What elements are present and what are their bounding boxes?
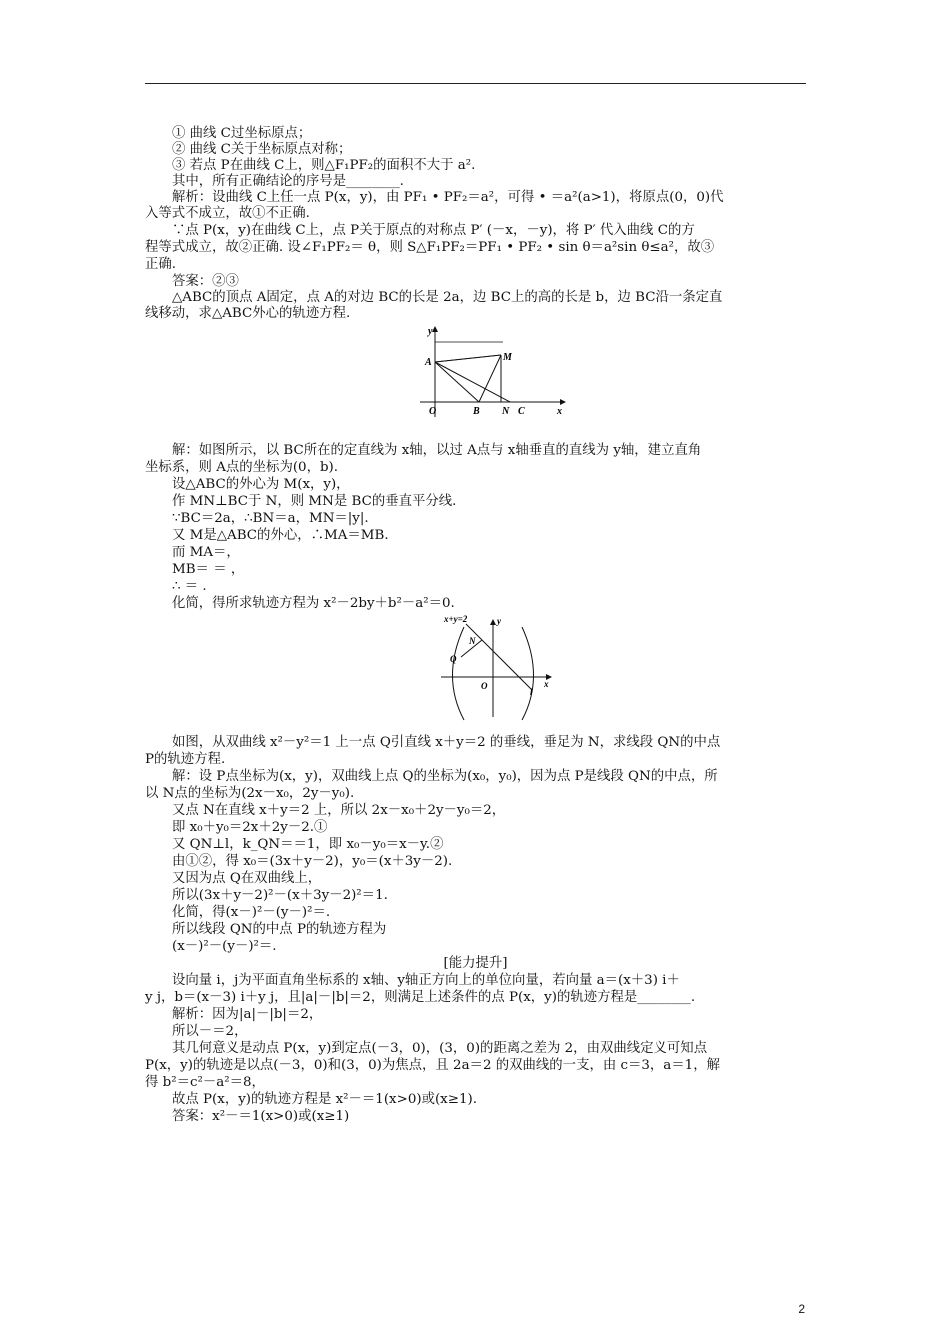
text-line: 作 MN⊥BC于 N，则 MN是 BC的垂直平分线. [172, 494, 457, 509]
text-line: 又 M是△ABC的外心，∴MA＝MB. [172, 528, 389, 543]
text-line: ∵BC＝2a，∴BN＝a，MN＝|y|. [172, 511, 369, 526]
fig2-label: y [497, 616, 501, 626]
text-line: 又点 N在直线 x＋y＝2 上，所以 2x－x₀＋2y－y₀＝2， [172, 803, 506, 818]
text-line: 解：如图所示，以 BC所在的定直线为 x轴，以过 A点与 x轴垂直的直线为 y轴，建立直角 [172, 443, 702, 458]
hyperbola-figure [436, 612, 556, 722]
text-line: ∴ ＝ . [172, 579, 207, 594]
page-number: 2 [798, 1302, 805, 1316]
text-line: 所以－＝2， [172, 1024, 248, 1039]
text-line: 故点 P(x，y)的轨迹方程是 x²－＝1(x>0)或(x≥1). [172, 1092, 477, 1107]
text-line: 所以(3x＋y－2)²－(x＋3y－2)²＝1. [172, 888, 388, 903]
fig1-label: O [429, 406, 437, 417]
text-line: ③ 若点 P在曲线 C上，则△F₁PF₂的面积不大于 a². [172, 158, 476, 173]
text-line: 化简，得所求轨迹方程为 x²－2by＋b²－a²＝0. [172, 596, 455, 611]
fig2-label: x+y=2 [444, 614, 468, 624]
text-line: 答案：②③ [172, 274, 239, 289]
text-line: 即 x₀＋y₀＝2x＋2y－2.① [172, 820, 328, 835]
text-line: 正确. [145, 257, 177, 272]
text-line: 而 MA＝， [172, 545, 240, 560]
triangle-figure [415, 322, 575, 422]
text-line: (x－)²－(y－)²＝. [172, 939, 277, 954]
text-line: 线移动，求△ABC外心的轨迹方程. [145, 306, 351, 321]
text-line: 答案：x²－＝1(x>0)或(x≥1) [172, 1109, 350, 1124]
fig2-label: N [469, 636, 476, 646]
text-line: 解：设 P点坐标为(x，y)，双曲线上点 Q的坐标为(x₀，y₀)，因为点 P是线段 QN的中点，所 [172, 769, 718, 784]
text-line: 所以线段 QN的中点 P的轨迹方程为 [172, 922, 387, 937]
fig1-label: x [557, 406, 562, 417]
text-line: 化简，得(x－)²－(y－)²＝. [172, 905, 331, 920]
text-line: ① 曲线 C过坐标原点； [172, 126, 312, 141]
fig2-label: Q [450, 654, 457, 664]
text-line: 又 QN⊥l，k_QN＝＝1，即 x₀－y₀＝x－y.② [172, 837, 444, 852]
text-line: 程等式成立，故②正确. 设∠F₁PF₂＝ θ，则 S△F₁PF₂＝PF₁ • PF₂ • sin θ＝a²sin θ≤a²，故③ [145, 240, 715, 255]
text-line: 坐标系，则 A点的坐标为(0，b). [145, 460, 339, 475]
text-line: P(x，y)的轨迹是以点(－3，0)和(3，0)为焦点，且 2a＝2 的双曲线的一支，由 c＝3，a＝1，解 [145, 1058, 720, 1073]
fig1-label: B [473, 406, 480, 417]
text-line: MB＝ ＝ ， [172, 562, 245, 577]
text-line: y j，b＝(x－3) i＋y j，且|a|－|b|＝2，则满足上述条件的点 P(x，y)的轨迹方程是________. [145, 990, 696, 1005]
fig1-label: A [425, 357, 432, 368]
section-heading: [能力提升] [443, 956, 508, 971]
text-line: 其几何意义是动点 P(x，y)到定点(－3，0)，(3，0)的距离之差为 2，由双曲线定义可知点 [172, 1041, 708, 1056]
fig1-label: y [428, 326, 433, 337]
fig2-label: x [544, 679, 549, 689]
fig2-label: O [481, 681, 488, 691]
text-line: 设△ABC的外心为 M(x，y)， [172, 477, 350, 492]
text-line: 入等式不成立，故①不正确. [145, 206, 310, 221]
text-line: 其中，所有正确结论的序号是________. [172, 174, 404, 189]
text-line: 解析：因为|a|－|b|＝2， [172, 1007, 323, 1022]
text-line: P的轨迹方程. [145, 752, 226, 767]
text-line: ② 曲线 C关于坐标原点对称； [172, 142, 352, 157]
text-line: △ABC的顶点 A固定，点 A的对边 BC的长是 2a，边 BC上的高的长是 b，边 BC沿一条定直 [172, 290, 723, 305]
fig1-label: N [502, 406, 510, 417]
text-line: 设向量 i，j为平面直角坐标系的 x轴、y轴正方向上的单位向量，若向量 a＝(x＋3) i＋ [172, 973, 680, 988]
text-line: 解析：设曲线 C上任一点 P(x，y)，由 PF₁ • PF₂＝a²，可得 • ＝a²(a>1)，将原点(0，0)代 [172, 190, 724, 205]
text-line: 又因为点 Q在双曲线上， [172, 871, 322, 886]
fig1-label: C [518, 406, 525, 417]
text-line: ∵点 P(x，y)在曲线 C上，点 P关于原点的对称点 P′ (－x，－y)，将 P′ 代入曲线 C的方 [172, 223, 695, 238]
text-line: 得 b²＝c²－a²＝8， [145, 1075, 265, 1090]
fig1-label: M [503, 352, 512, 363]
header-rule [145, 83, 806, 84]
fig2-label: l [530, 687, 533, 697]
text-line: 由①②，得 x₀＝(3x＋y－2)，y₀＝(x＋3y－2). [172, 854, 453, 869]
text-line: 如图，从双曲线 x²－y²＝1 上一点 Q引直线 x＋y＝2 的垂线，垂足为 N，求线段 QN的中点 [172, 735, 721, 750]
text-line: 以 N点的坐标为(2x－x₀，2y－y₀). [145, 786, 355, 801]
